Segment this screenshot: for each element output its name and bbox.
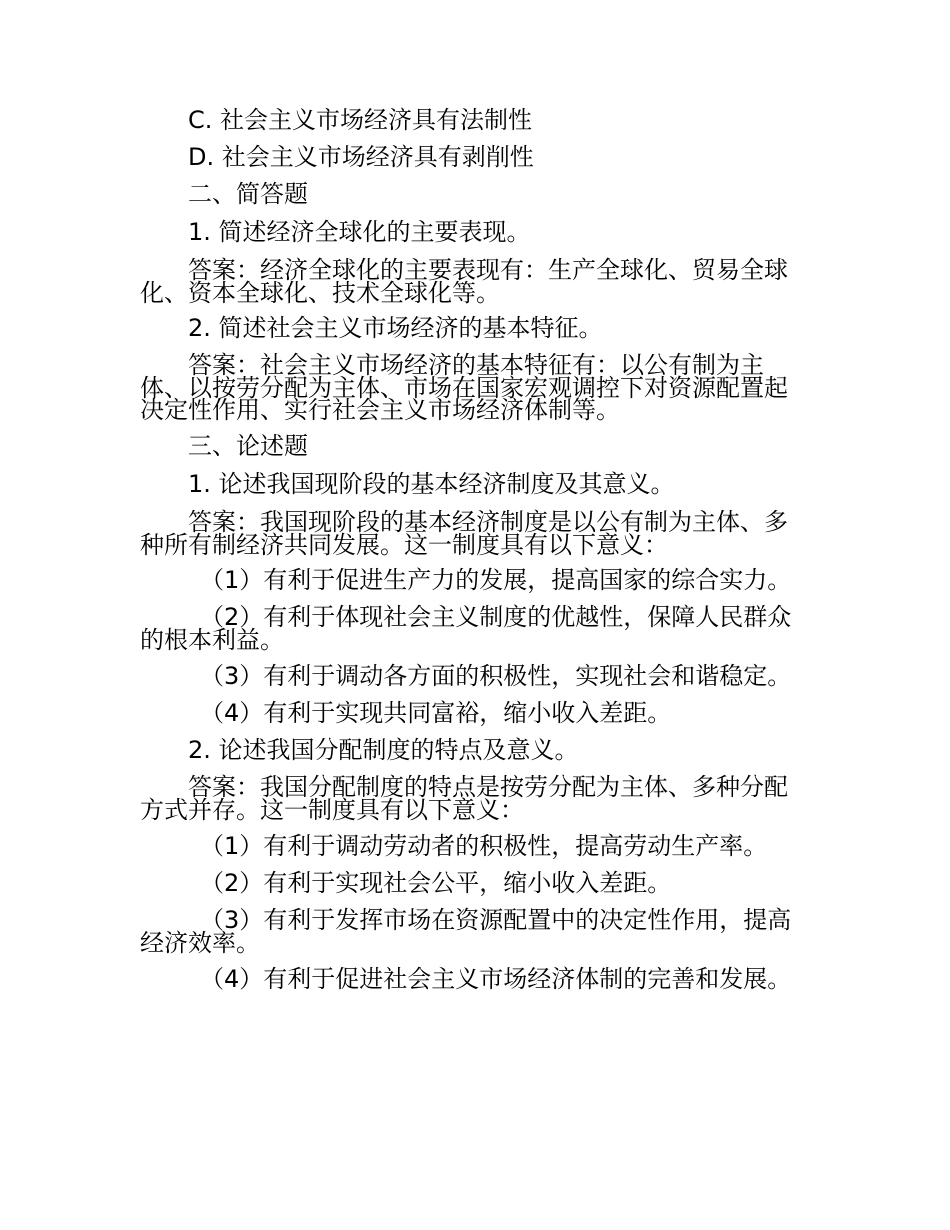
essay-answer-2-line-1: 答案：我国分配制度的特点是按劳分配为主体、多种分配 bbox=[188, 773, 788, 801]
essay-answer-1-line-2: 种所有制经济共同发展。这一制度具有以下意义： bbox=[140, 531, 668, 559]
essay-answer-2-point-3-line-1: （3）有利于发挥市场在资源配置中的决定性作用，提高 bbox=[200, 906, 792, 934]
essay-answer-2-point-2: （2）有利于实现社会公平，缩小收入差距。 bbox=[200, 869, 672, 897]
answer-2-line-1: 答案：社会主义市场经济的基本特征有：以公有制为主 bbox=[188, 351, 764, 379]
answer-1-line-1: 答案：经济全球化的主要表现有：生产全球化、贸易全球 bbox=[188, 256, 788, 284]
essay-answer-1-point-3: （3）有利于调动各方面的积极性，实现社会和谐稳定。 bbox=[200, 662, 792, 690]
essay-answer-2-point-4: （4）有利于促进社会主义市场经济体制的完善和发展。 bbox=[200, 965, 792, 993]
question-1: 1. 简述经济全球化的主要表现。 bbox=[188, 218, 531, 246]
essay-answer-1-point-2-line-2: 的根本利益。 bbox=[140, 626, 284, 654]
essay-answer-2-point-1: （1）有利于调动劳动者的积极性，提高劳动生产率。 bbox=[200, 832, 768, 860]
section-heading-essay: 三、论述题 bbox=[188, 432, 308, 460]
question-2: 2. 简述社会主义市场经济的基本特征。 bbox=[188, 314, 603, 342]
essay-question-1: 1. 论述我国现阶段的基本经济制度及其意义。 bbox=[188, 470, 675, 498]
essay-answer-1-point-4: （4）有利于实现共同富裕，缩小收入差距。 bbox=[200, 699, 672, 727]
essay-answer-1-point-1: （1）有利于促进生产力的发展，提高国家的综合实力。 bbox=[200, 566, 792, 594]
section-heading-short-answer: 二、简答题 bbox=[188, 180, 308, 208]
essay-answer-2-line-2: 方式并存。这一制度具有以下意义： bbox=[140, 796, 524, 824]
essay-question-2: 2. 论述我国分配制度的特点及意义。 bbox=[188, 736, 579, 764]
answer-2-line-3: 决定性作用、实行社会主义市场经济体制等。 bbox=[140, 396, 620, 424]
essay-answer-2-point-3-line-2: 经济效率。 bbox=[140, 929, 260, 957]
answer-2-line-2: 体、以按劳分配为主体、市场在国家宏观调控下对资源配置起 bbox=[140, 374, 788, 402]
essay-answer-1-line-1: 答案：我国现阶段的基本经济制度是以公有制为主体、多 bbox=[188, 508, 788, 536]
answer-1-line-2: 化、资本全球化、技术全球化等。 bbox=[140, 279, 500, 307]
essay-answer-1-point-2-line-1: （2）有利于体现社会主义制度的优越性，保障人民群众 bbox=[200, 603, 792, 631]
option-c: C. 社会主义市场经济具有法制性 bbox=[188, 106, 533, 134]
option-d: D. 社会主义市场经济具有剥削性 bbox=[188, 143, 534, 171]
